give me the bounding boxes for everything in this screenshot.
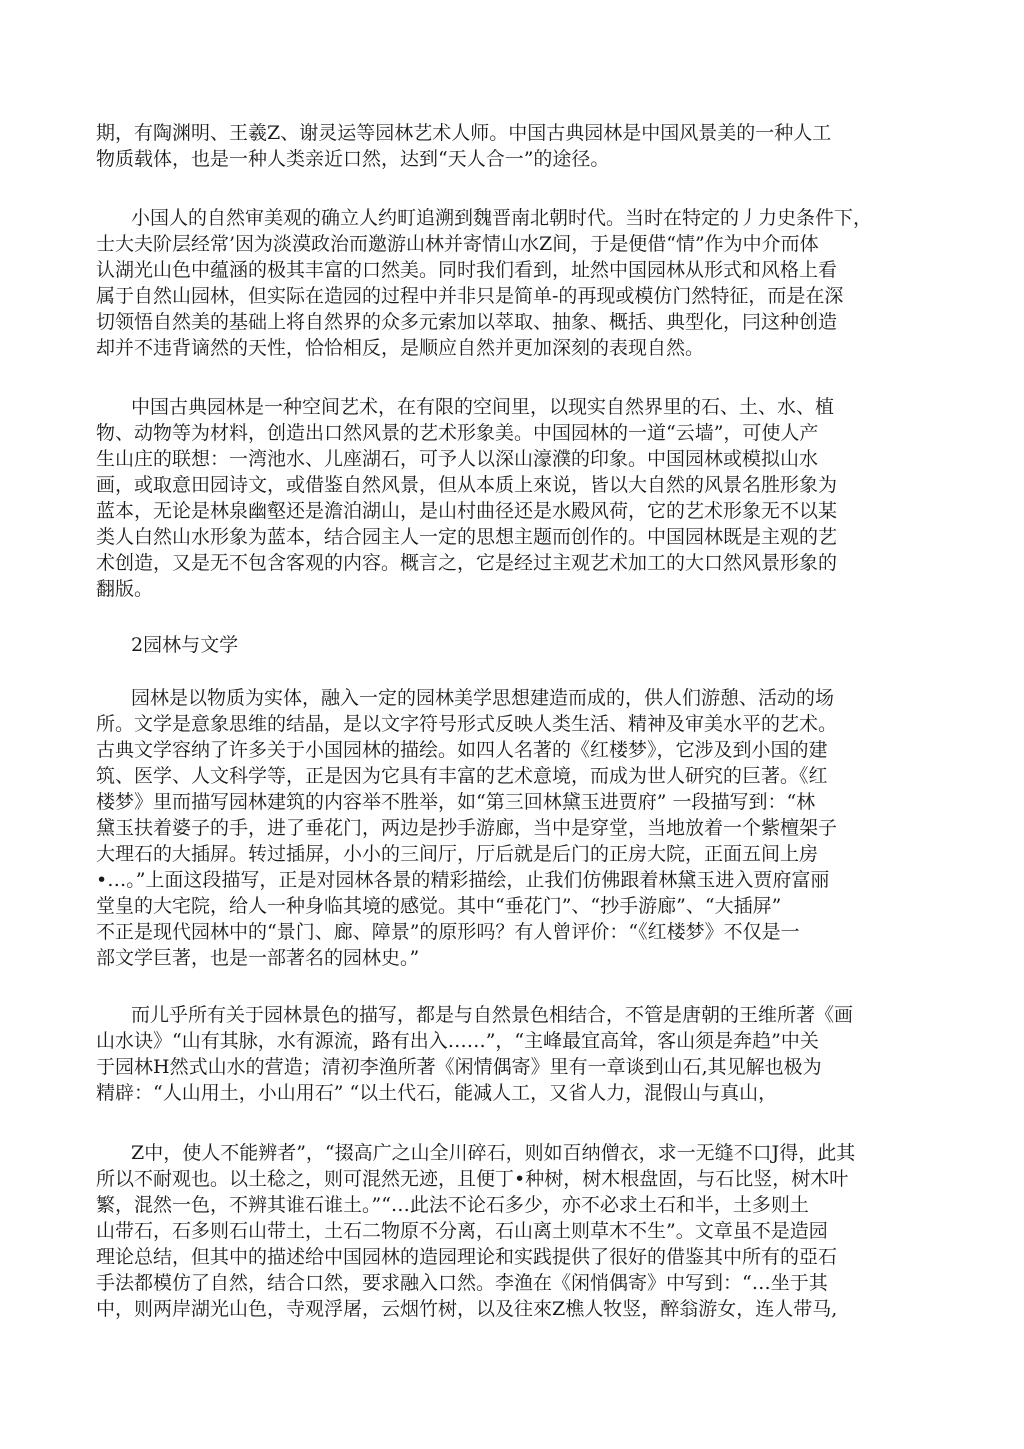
text-line: 中，则两岸湖光山色，寺观浮屠，云烟竹树，以及往來Z樵人牧竖，醉翁游女，连人带马, <box>96 1298 838 1320</box>
text-line: 类人白然山水形象为蓝本，结合园主人一定的思想主题而创作的。中国园林既是主观的艺 <box>96 526 838 548</box>
text-line: 物质载体，也是一种人类亲近口然，达到“天人合一”的途径。 <box>96 148 610 170</box>
text-line: 古典文学容纳了许多关于小国园林的描绘。如四人名著的《红楼梦》，它涉及到小国的建 <box>96 739 828 761</box>
text-line: 士大夫阶层经常’因为淡漠政治而邀游山林并寄情山水Z间，于是便借“情”作为中介而体 <box>96 233 819 255</box>
text-line: 所。文学是意象思维的结晶，是以文字符号形式反映人类生活、精神及审美水平的艺术。 <box>96 713 838 735</box>
text-line: Z中，使人不能辨者”，“掇高广之山全川碎石，则如百纳僧衣，求一无缝不口J得，此其 <box>131 1142 856 1164</box>
text-line: 生山庄的联想：一湾池水、儿座湖石，可予人以深山濠濮的印象。中国园林或模拟山水 <box>96 448 819 470</box>
text-line: 而儿乎所有关于园林景色的描写，都是与自然景色相结合，不管是唐朝的王维所著《画 <box>131 1004 854 1026</box>
text-line: 术创造，又是无不包含客观的内容。概言之，它是经过主观艺术加工的大口然风景形象的 <box>96 552 838 574</box>
text-line: 认湖光山色中蕴涵的极其丰富的口然美。同时我们看到，址然中国园林从形式和风格上看 <box>96 259 838 281</box>
text-line: 山带石，石多则石山带土，土石二物原不分离，石山离土则草木不生”。文章虽不是造园 <box>96 1220 828 1242</box>
text-line: 楼梦》里而描写园林建筑的内容举不胜举，如“第三回林黛玉进贾府” 一段描写到：“林 <box>96 791 816 813</box>
text-line: 物、动物等为材料，创造出口然风景的艺术形象美。中国园林的一道“云墙”，可使人产 <box>96 422 819 444</box>
text-line: 不正是现代园林中的“景门、廊、障景”的原形吗？有人曾评价：“《红楼梦》不仅是一 <box>96 921 800 943</box>
text-line: 蓝本，无论是林泉幽壑还是澹泊湖山，是山村曲径还是水殿风荷，它的艺术形象无不以某 <box>96 500 838 522</box>
text-line: 小国人的自然审美观的确立人约町追溯到魏晋南北朝时代。当时在特定的丿力史条件下， <box>131 207 873 229</box>
text-line: 堂皇的大宅院，给人一种身临其境的感觉。其中“垂花门”、“抄手游廊”、“大插屏” <box>96 895 782 917</box>
text-line: 黛玉扶着婆子的手，进了垂花门，两边是抄手游廊，当中是穿堂，当地放着一个紫檀架子 <box>96 817 838 839</box>
text-line: 于园林H然式山水的营造；清初李渔所著《闲情偶寄》里有一章谈到山石,其见解也极为 <box>96 1056 822 1078</box>
text-line: 切领悟自然美的基础上将自然界的众多元索加以萃取、抽象、概括、典型化，冃这种创造 <box>96 311 838 333</box>
text-line: 精辟：“人山用土，小山用石” “以土代石，能减人工，又省人力，混假山与真山， <box>96 1082 778 1104</box>
text-line: •…。”上面这段描写，正是对园林各景的精彩描绘，止我们仿佛跟着林黛玉进入贾府富丽 <box>96 869 830 891</box>
text-line: 中国古典园林是一种空间艺术，在有限的空间里，以现实自然界里的石、土、水、植 <box>131 396 835 418</box>
text-line: 繁，混然一色，不辨其谁石谁土。”“…此法不论石多少，亦不必求土石和半，土多则土 <box>96 1194 809 1216</box>
text-line: 2园林与文学 <box>131 634 239 656</box>
text-line: 山水诀》“山有其脉，水有源流，路有出入……”，“主峰最宜高耸，客山须是奔趋”中关 <box>96 1030 819 1052</box>
text-line: 理论总结，但其中的描述给中国园林的造园理论和实践提供了很好的借鉴其中所有的亞石 <box>96 1246 838 1268</box>
text-line: 园林是以物质为实体，融入一定的园林美学思想建造而成的，供人们游憩、活动的场 <box>131 687 835 709</box>
text-line: 翻版。 <box>96 578 154 600</box>
text-line: 画，或取意田园诗文，或借鉴自然风景，但从本质上來说，皆以大自然的风景名胜形象为 <box>96 474 838 496</box>
text-line: 部文学巨著，也是一部著名的园林史。” <box>96 947 420 969</box>
text-line: 筑、医学、人文科学等，正是因为它具有丰富的艺术意境，而成为世人研究的巨著。《红 <box>96 765 828 787</box>
text-line: 手法都模仿了自然，结合口然，要求融入口然。李渔在《闲悄偶寄》中写到：“…坐于其 <box>96 1272 828 1294</box>
text-line: 属于自然山园林，但实际在造园的过程中并非只是简单-的再现或模仿门然特征，而是在深 <box>96 285 844 307</box>
text-line: 却并不违背谪然的天性，恰恰相反，是顺应自然并更加深刻的表现自然。 <box>96 337 705 359</box>
text-line: 期，有陶渊明、王羲Z、谢灵运等园林艺术人师。中国古典园林是中国风景美的一种人工 <box>96 122 832 144</box>
text-line: 所以不耐观也。以土稔之，则可混然无迹，且便丁•种树，树木根盘固，与石比竖，树木叶 <box>96 1168 849 1190</box>
text-line: 大理石的大插屏。转过插屏，小小的三间厅，厅后就是后门的正房大院，正面五间上房 <box>96 843 819 865</box>
